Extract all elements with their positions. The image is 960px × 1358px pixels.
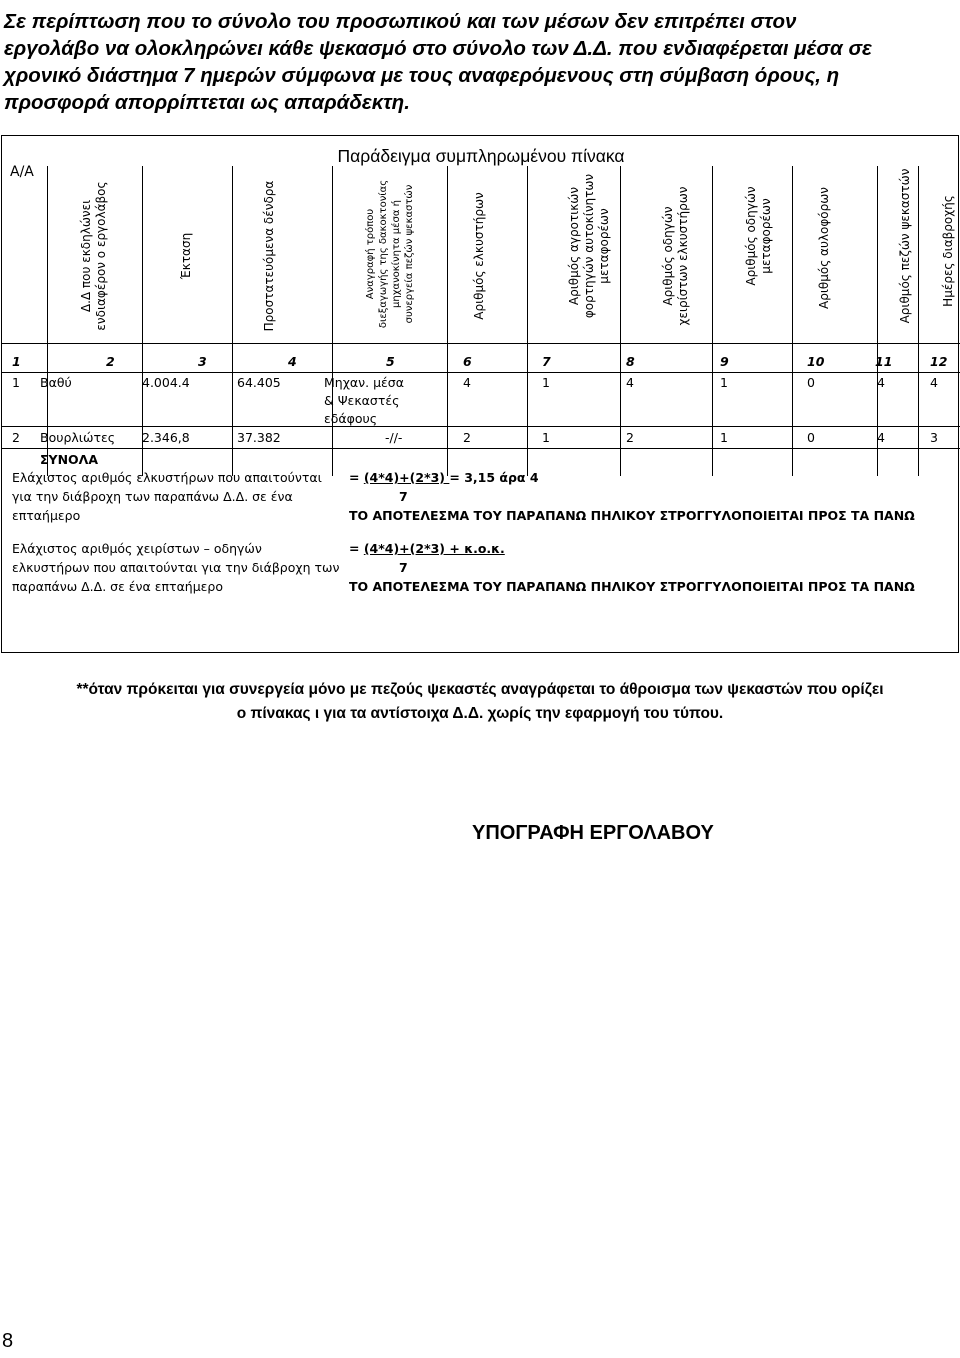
row-divider — [2, 448, 960, 449]
column-number: 11 — [875, 354, 893, 369]
row-divider — [2, 343, 960, 344]
intro-line: προσφορά απορρίπτεται ως απαράδεκτη. — [4, 91, 410, 114]
footnote-line: **όταν πρόκειται για συνεργεία μόνο με πεζούς ψεκαστές αναγράφεται το άθροισμα των ψεκαστών που ορίζει — [76, 681, 884, 698]
note-line: ελκυστήρων που απαιτούνται για την διάβροχη των — [12, 560, 340, 575]
table-row — [2, 374, 960, 424]
header-line: Προστατευόμενα δένδρα — [262, 180, 276, 332]
header-line: χειρίστων ελκυστήρων — [676, 186, 690, 326]
header-line: Αναγραφή τρόπου — [365, 208, 376, 300]
cell-truck-drivers: 1 — [720, 430, 728, 445]
header-line: Δ.Δ που εκδηλώνει — [79, 199, 93, 313]
cell-foot-sprayers: 4 — [877, 375, 885, 390]
column-divider — [527, 166, 528, 476]
header-line: ενδιαφέρον ο εργολάβος — [94, 181, 108, 331]
header-line: Ημέρες διαβροχής — [941, 195, 955, 307]
header-line: μεταφορέων — [759, 198, 773, 274]
rounding-note: ΤΟ ΑΠΟΤΕΛΕΣΜΑ ΤΟΥ ΠΑΡΑΠΑΝΩ ΠΗΛΙΚΟΥ ΣΤΡΟΓΓΥΛΟΠΟΙΕΙΤΑΙ ΠΡΟΣ ΤΑ ΠΑΝΩ — [349, 508, 915, 523]
formula-eq: = — [349, 541, 364, 556]
cell-trees: 37.382 — [237, 430, 281, 445]
tractors-formula — [349, 468, 949, 525]
cell-trucks: 1 — [542, 375, 550, 390]
cell-method: -//- — [385, 430, 403, 445]
header-line: φορτηγών αυτοκίνητων — [582, 173, 596, 319]
header-line: Αριθμός ελκυστήρων — [472, 192, 486, 320]
cell-tractors: 4 — [463, 375, 471, 390]
cell-spray-days: 4 — [930, 375, 938, 390]
intro-line: Σε περίπτωση που το σύνολο του προσωπικού και των μέσων δεν επιτρέπει στον — [4, 10, 797, 33]
intro-line: χρονικό διάστημα 7 ημερών σύμφωνα με τους αναφερόμενους στη σύμβαση όρους, η — [4, 64, 840, 87]
cell-aa: 2 — [12, 430, 20, 445]
intro-paragraph — [4, 8, 956, 116]
cell-sprayer-guns: 0 — [807, 375, 815, 390]
cell-foot-sprayers: 4 — [877, 430, 885, 445]
cell-trucks: 1 — [542, 430, 550, 445]
footnote — [0, 678, 960, 726]
method-line: & Ψεκαστές — [324, 393, 400, 408]
cell-truck-drivers: 1 — [720, 375, 728, 390]
aa-header: Α/Α — [10, 164, 34, 180]
note-line: Ελάχιστος αριθμός ελκυστήρων που απαιτούνται — [12, 470, 322, 485]
column-divider — [447, 166, 448, 476]
note-line: Ελάχιστος αριθμός χειρίστων – οδηγών — [12, 541, 262, 556]
row-divider — [2, 372, 960, 373]
header-line: Αριθμός αυλοφόρων — [817, 187, 831, 309]
cell-area: 2.346,8 — [142, 430, 190, 445]
column-number: 5 — [386, 354, 395, 369]
column-number: 12 — [930, 354, 948, 369]
example-table — [1, 135, 959, 653]
column-divider — [712, 166, 713, 476]
header-line: Αριθμός οδηγών — [661, 206, 675, 306]
header-line: μεταφορέων — [597, 208, 611, 284]
column-divider — [232, 166, 233, 476]
column-number: 8 — [626, 354, 635, 369]
table-title: Παράδειγμα συμπληρωμένου πίνακα — [337, 146, 625, 166]
row-divider — [2, 426, 960, 427]
column-divider — [332, 166, 333, 476]
totals-label: ΣΥΝΟΛΑ — [40, 452, 99, 467]
formula-denominator: 7 — [399, 560, 408, 575]
column-number: 10 — [807, 354, 825, 369]
cell-tractor-drivers: 4 — [626, 375, 634, 390]
note-line: παραπάνω Δ.Δ. σε ένα επταήμερο — [12, 579, 224, 594]
header-line: Έκταση — [179, 232, 193, 280]
formula-line — [349, 468, 949, 487]
column-number: 6 — [463, 354, 472, 369]
drivers-formula — [349, 539, 949, 596]
column-number: 1 — [12, 354, 21, 369]
cell-sprayer-guns: 0 — [807, 430, 815, 445]
formula-eq: = — [349, 470, 364, 485]
note-line: για την διάβροχη των παραπάνω Δ.Δ. σε ένα — [12, 489, 293, 504]
cell-village: Βουρλιώτες — [40, 430, 116, 445]
column-number: 2 — [106, 354, 115, 369]
header-line: Αριθμός αγροτικών — [567, 186, 581, 306]
cell-village: Βαθύ — [40, 375, 72, 390]
column-divider — [620, 166, 621, 476]
header-line: διεξαγωγής της δακοκτονίας — [378, 179, 389, 329]
formula-result: = 3,15 άρα 4 — [449, 470, 539, 485]
contractor-signature-label: ΥΠΟΓΡΑΦΗ ΕΡΓΟΛΑΒΟΥ — [472, 822, 714, 844]
cell-method — [324, 374, 404, 428]
cell-tractor-drivers: 2 — [626, 430, 634, 445]
column-number: 4 — [288, 354, 297, 369]
formula-line — [349, 539, 949, 558]
formula-expression: (4*4)+(2*3) — [363, 470, 450, 485]
page-number: 8 — [2, 1330, 14, 1352]
header-line: Αριθμός πεζών ψεκαστών — [898, 168, 912, 324]
cell-tractors: 2 — [463, 430, 471, 445]
drivers-note-label — [12, 539, 347, 596]
column-number: 3 — [198, 354, 207, 369]
method-line: Μηχαν. μέσα — [324, 375, 404, 390]
tractors-note-label — [12, 468, 332, 525]
cell-area: 4.004.4 — [142, 375, 190, 390]
footnote-line: ο πίνακας ι για τα αντίστοιχα Δ.Δ. χωρίς την εφαρμογή του τύπου. — [236, 705, 724, 722]
intro-line: εργολάβο να ολοκληρώνει κάθε ψεκασμό στο σύνολο των Δ.Δ. που ενδιαφέρεται μέσα σε — [4, 37, 872, 60]
header-line: συνεργεία πεζών ψεκαστών — [404, 184, 415, 324]
column-divider — [918, 166, 919, 476]
header-line: Αριθμός οδηγών — [744, 186, 758, 286]
cell-spray-days: 3 — [930, 430, 938, 445]
note-line: επταήμερο — [12, 508, 81, 523]
method-line: εδάφους — [324, 411, 378, 426]
column-number: 9 — [720, 354, 729, 369]
cell-aa: 1 — [12, 375, 20, 390]
header-line: μηχανοκίνητα μέσα ή — [391, 200, 402, 308]
formula-denominator: 7 — [399, 489, 408, 504]
rounding-note: ΤΟ ΑΠΟΤΕΛΕΣΜΑ ΤΟΥ ΠΑΡΑΠΑΝΩ ΠΗΛΙΚΟΥ ΣΤΡΟΓΓΥΛΟΠΟΙΕΙΤΑΙ ΠΡΟΣ ΤΑ ΠΑΝΩ — [349, 579, 915, 594]
column-divider — [792, 166, 793, 476]
cell-trees: 64.405 — [237, 375, 281, 390]
column-number: 7 — [542, 354, 551, 369]
formula-expression: (4*4)+(2*3) + κ.ο.κ. — [363, 541, 505, 556]
